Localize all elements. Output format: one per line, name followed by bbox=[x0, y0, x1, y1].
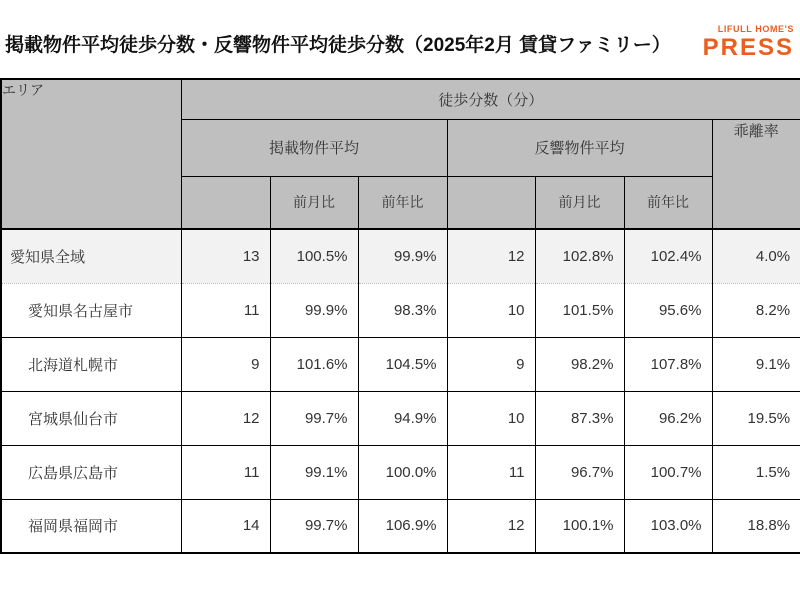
table-row-hiroshima bbox=[1, 445, 800, 499]
table-row-sendai bbox=[1, 391, 800, 445]
cell-listed-avg: 14 bbox=[181, 499, 270, 553]
cell-listed-mom: 99.1% bbox=[270, 445, 358, 499]
cell-listed-mom: 101.6% bbox=[270, 337, 358, 391]
cell-listed-yoy: 94.9% bbox=[358, 391, 447, 445]
cell-response-yoy: 102.4% bbox=[624, 229, 712, 283]
cell-divergence: 4.0% bbox=[712, 229, 800, 283]
cell-response-mom: 98.2% bbox=[535, 337, 624, 391]
cell-divergence: 18.8% bbox=[712, 499, 800, 553]
cell-listed-avg: 13 bbox=[181, 229, 270, 283]
cell-listed-yoy: 99.9% bbox=[358, 229, 447, 283]
cell-divergence: 19.5% bbox=[712, 391, 800, 445]
cell-response-avg: 9 bbox=[447, 337, 535, 391]
cell-divergence: 9.1% bbox=[712, 337, 800, 391]
lifull-homes-press-logo bbox=[703, 25, 794, 60]
cell-listed-mom: 99.9% bbox=[270, 283, 358, 337]
cell-area: 福岡県福岡市 bbox=[1, 499, 181, 553]
logo-brand-text: LIFULL HOME'S bbox=[717, 24, 794, 34]
cell-response-mom: 100.1% bbox=[535, 499, 624, 553]
cell-listed-avg: 11 bbox=[181, 445, 270, 499]
cell-listed-yoy: 104.5% bbox=[358, 337, 447, 391]
col-header-response-yoy: 前年比 bbox=[624, 176, 712, 229]
cell-area: 愛知県名古屋市 bbox=[1, 283, 181, 337]
cell-response-yoy: 96.2% bbox=[624, 391, 712, 445]
table-row-fukuoka bbox=[1, 499, 800, 553]
cell-response-yoy: 103.0% bbox=[624, 499, 712, 553]
table-row-nagoya bbox=[1, 283, 800, 337]
col-header-divergence: 乖離率 bbox=[712, 119, 800, 229]
cell-response-yoy: 107.8% bbox=[624, 337, 712, 391]
table-row-aichi-all bbox=[1, 229, 800, 283]
cell-listed-mom: 99.7% bbox=[270, 391, 358, 445]
cell-listed-mom: 100.5% bbox=[270, 229, 358, 283]
cell-response-avg: 10 bbox=[447, 283, 535, 337]
cell-area: 宮城県仙台市 bbox=[1, 391, 181, 445]
header-spacer-listed bbox=[181, 176, 270, 229]
page-title: 掲載物件平均徒歩分数・反響物件平均徒歩分数（2025年2月 賃貸ファミリー） bbox=[5, 35, 671, 56]
col-header-response-mom: 前月比 bbox=[535, 176, 624, 229]
cell-listed-avg: 12 bbox=[181, 391, 270, 445]
cell-response-yoy: 95.6% bbox=[624, 283, 712, 337]
col-header-listed-mom: 前月比 bbox=[270, 176, 358, 229]
cell-response-avg: 12 bbox=[447, 499, 535, 553]
cell-area: 広島県広島市 bbox=[1, 445, 181, 499]
cell-response-mom: 101.5% bbox=[535, 283, 624, 337]
col-header-walk-minutes-group: 徒歩分数（分） bbox=[181, 79, 800, 119]
cell-listed-yoy: 100.0% bbox=[358, 445, 447, 499]
cell-divergence: 1.5% bbox=[712, 445, 800, 499]
col-header-area: エリア bbox=[1, 79, 181, 229]
logo-press-text: PRESS bbox=[702, 34, 794, 61]
cell-listed-avg: 9 bbox=[181, 337, 270, 391]
cell-listed-avg: 11 bbox=[181, 283, 270, 337]
cell-response-mom: 87.3% bbox=[535, 391, 624, 445]
cell-response-mom: 96.7% bbox=[535, 445, 624, 499]
cell-listed-yoy: 98.3% bbox=[358, 283, 447, 337]
cell-divergence: 8.2% bbox=[712, 283, 800, 337]
cell-area: 愛知県全域 bbox=[1, 229, 181, 283]
header-spacer-response bbox=[447, 176, 535, 229]
col-header-listed-yoy: 前年比 bbox=[358, 176, 447, 229]
cell-response-avg: 10 bbox=[447, 391, 535, 445]
col-header-response-group: 反響物件平均 bbox=[447, 119, 712, 176]
cell-area: 北海道札幌市 bbox=[1, 337, 181, 391]
header-row-1 bbox=[1, 79, 800, 119]
table-row-sapporo bbox=[1, 337, 800, 391]
walk-minutes-table bbox=[0, 78, 800, 554]
cell-response-avg: 12 bbox=[447, 229, 535, 283]
cell-listed-mom: 99.7% bbox=[270, 499, 358, 553]
cell-response-avg: 11 bbox=[447, 445, 535, 499]
cell-listed-yoy: 106.9% bbox=[358, 499, 447, 553]
cell-response-yoy: 100.7% bbox=[624, 445, 712, 499]
col-header-listed-group: 掲載物件平均 bbox=[181, 119, 447, 176]
cell-response-mom: 102.8% bbox=[535, 229, 624, 283]
